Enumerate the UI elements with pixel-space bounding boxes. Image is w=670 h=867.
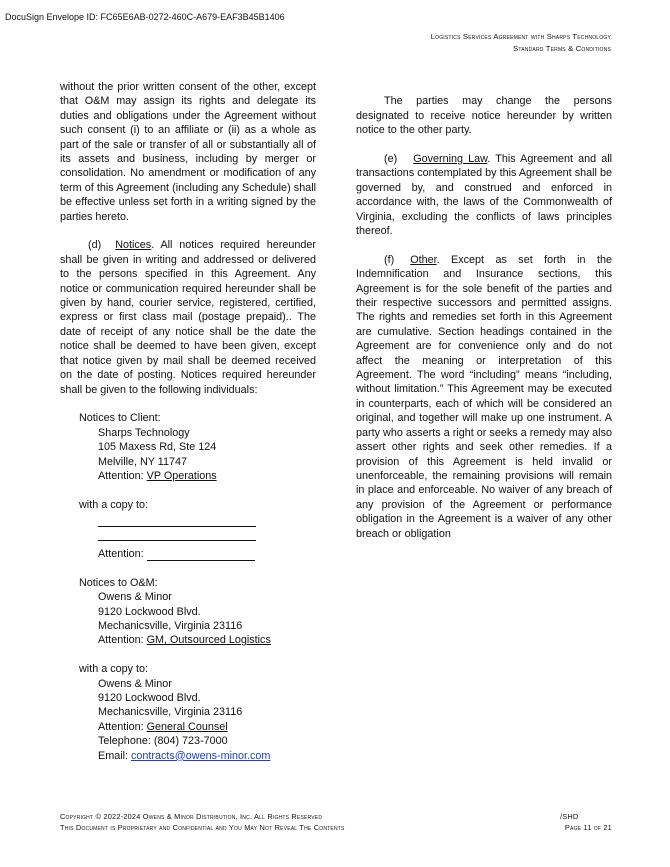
om-heading: Notices to O&M: [79,576,158,589]
section-title: Governing Law [413,153,488,165]
page-header [431,31,611,55]
om-address-1: 9120 Lockwood Blvd. [98,605,201,618]
om-attention: Attention: GM, Outsourced Logistics [98,634,271,647]
section-title: Other [410,253,437,266]
copy2-name: Owens & Minor [98,677,172,690]
copy2-address-1: 9120 Lockwood Blvd. [98,691,201,704]
om-attention-value: GM, Outsourced Logistics [146,634,271,647]
email: Email: contracts@owens-minor.com [98,749,271,762]
header-subtitle: Standard Terms & Conditions [513,44,611,53]
email-link[interactable]: contracts@owens-minor.com [131,749,271,762]
om-name: Owens & Minor [98,591,172,604]
blank-line [98,514,256,527]
copy1-heading: with a copy to: [79,498,149,511]
copy2-address-2: Mechanicsville, Virginia 23116 [98,706,243,719]
page-footer [60,811,612,833]
section-title: Notices [115,239,152,252]
copy1-attention: Attention: [60,547,316,561]
om-address-2: Mechanicsville, Virginia 23116 [98,619,243,632]
copy2-attention: Attention: General Counsel [98,720,228,733]
footer-copyright: Copyright © 2022-2024 Owens & Minor Distribution, Inc. All Rights Reserved [60,812,323,821]
left-column [60,80,316,763]
section-governing-law: (e) Governing Law. This Agreement and all transactions contemplated by this Agreement shall be governed by, and construed and enforced in accordance with, the laws of the Commonwealth of Virginia, excluding the conflicts of laws principles thereof. [356,153,612,238]
section-notices [60,238,316,396]
copy2-attention-value: General Counsel [146,720,228,733]
blank-line [98,528,256,541]
client-address-2: Melville, NY 11747 [98,455,188,468]
client-name: Sharps Technology [98,426,190,439]
client-attention-value: VP Operations [146,469,217,482]
right-column [356,80,612,541]
blank-line [147,548,255,561]
footer-confidential: This Document is Proprietary and Confidential and You May Not Reveal The Contents [60,823,345,832]
client-address-1: 105 Maxess Rd, Ste 124 [98,441,217,454]
paragraph-assignment: without the prior written consent of the other, except that O&M may assign its rights and delegate its duties and obligations under the Agreement without such consent (i) to an affiliate or (ii) as a whole as part of the sale or transfer of all or substantially all of its assets and business, including by merger or consolidation. No amendment or modification of any term of this Agreement (including any Schedule) shall be effective unless set forth in a writing signed by the parties hereto. [60,81,316,223]
phone: Telephone: (804) 723-7000 [98,735,228,748]
section-label: (d) [88,239,102,252]
phone-value: (804) 723-7000 [153,735,228,748]
client-attention: Attention: VP Operations [60,469,316,483]
client-heading: Notices to Client: [79,412,161,425]
copy2-heading: with a copy to: [79,663,149,676]
envelope-id: DocuSign Envelope ID: FC65E6AB-0272-460C-A679-EAF3B45B1406 [5,12,285,22]
page-number: Page 11 of 21 [564,823,612,832]
paragraph-change-persons: The parties may change the persons designated to receive notice hereunder by written notice to the other party. [356,95,612,137]
section-text: . All notices required hereunder shall be given in writing and addressed or delivered to the persons specified in this Agreement. Any notice or communication required hereunder shall be given by hand, courier service, registered, certified, express or first class mail (postage prepaid).. The date of receipt of any notice shall be the date the notice shall be deemed to have been given, except that notice given by mail shall be deemed received on the date of posting. Notices required hereunder shall be given to the following individuals: [60,239,316,396]
footer-initials: /SHD [560,812,579,821]
section-other: (f) Other. Except as set forth in the Indemnification and Insurance sections, this Agreement is for the sole benefit of the parties and their respective successors and permitted assigns. The rights and remedies set forth in this Agreement are cumulative. Section headings contained in the Agreement are for convenience only and do not affect the meaning or interpretation of this Agreement. The word “including” means “including, without limitation.” This Agreement may be executed in counterparts, each of which will be considered an original, and together will make up one instrument. A party who asserts a right or seeks a remedy may also assert other rights and seek other remedies. If a provision of this Agreement is held invalid or unenforceable, the remaining provisions will remain in place and enforceable. No waiver of any breach of any provision of the Agreement or performance obligation in the Agreement is a waiver of any other breach or obligation [356,253,612,540]
header-title: Logistics Services Agreement with Sharps Technology [430,32,611,41]
